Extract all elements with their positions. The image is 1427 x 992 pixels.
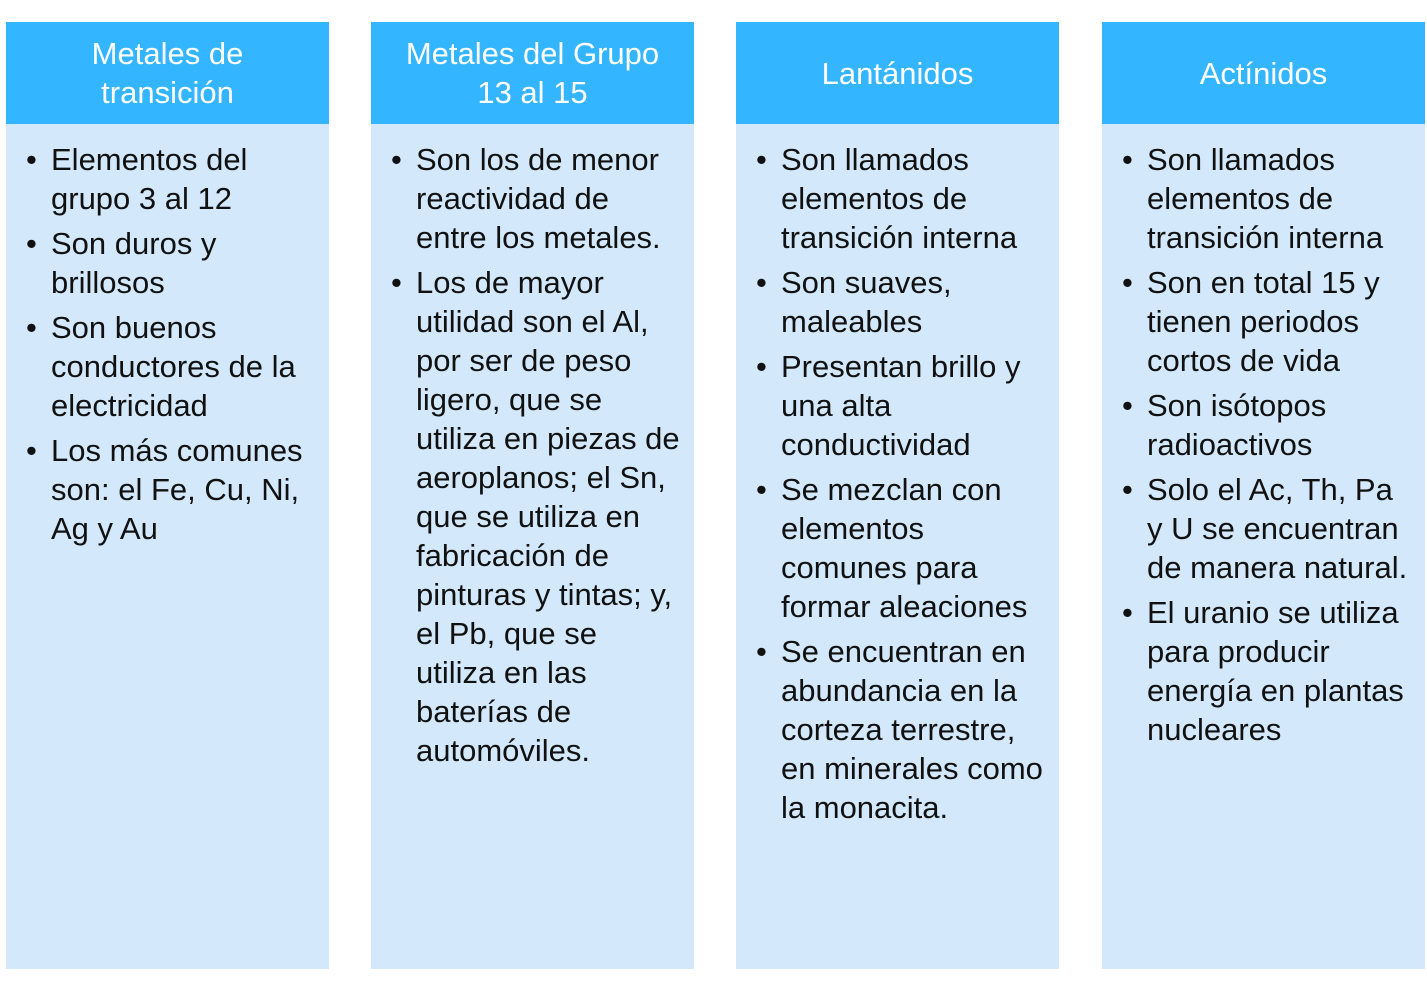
column-header-text: Actínidos bbox=[1199, 55, 1328, 91]
bullet-item: • Se encuentran en abundancia en la corteza terrestre, en minerales como la monacita. bbox=[756, 632, 1049, 827]
column-header bbox=[736, 22, 1059, 124]
bullet-item: • Son suaves, maleables bbox=[756, 263, 1049, 341]
column-header bbox=[6, 22, 329, 124]
bullet-item: • Son los de menor reactividad de entre los metales. bbox=[391, 140, 684, 257]
column-metales-de-transicion bbox=[6, 22, 329, 969]
bullet-item: • Son en total 15 y tienen periodos cortos de vida bbox=[1122, 263, 1415, 380]
column-header-text: Metales de transición bbox=[91, 36, 244, 110]
bullet-item: • Se mezclan con elementos comunes para formar aleaciones bbox=[756, 470, 1049, 626]
bullet-item: • Los más comunes son: el Fe, Cu, Ni, Ag y Au bbox=[26, 431, 319, 548]
bullet-item: • Presentan brillo y una alta conductividad bbox=[756, 347, 1049, 464]
column-header-text: Metales del Grupo 13 al 15 bbox=[405, 36, 660, 110]
bullet-list bbox=[736, 124, 1059, 827]
bullet-list bbox=[1102, 124, 1425, 749]
column-header bbox=[371, 22, 694, 124]
column-metales-grupo-13-15 bbox=[371, 22, 694, 969]
bullet-item: • Solo el Ac, Th, Pa y U se encuentran de manera natural. bbox=[1122, 470, 1415, 587]
bullet-item: • Son llamados elementos de transición interna bbox=[756, 140, 1049, 257]
column-header-text: Lantánidos bbox=[821, 55, 974, 91]
bullet-list bbox=[6, 124, 329, 548]
column-header bbox=[1102, 22, 1425, 124]
bullet-item: • Son duros y brillosos bbox=[26, 224, 319, 302]
bullet-item: • Los de mayor utilidad son el Al, por ser de peso ligero, que se utiliza en piezas de aeroplanos; el Sn, que se utiliza en fabricación de pinturas y tintas; y, el Pb, que se utiliza en las baterías de automóviles. bbox=[391, 263, 684, 770]
bullet-item: • Son llamados elementos de transición interna bbox=[1122, 140, 1415, 257]
column-lantanidos bbox=[736, 22, 1059, 969]
bullet-item: • El uranio se utiliza para producir energía en plantas nucleares bbox=[1122, 593, 1415, 749]
bullet-item: • Elementos del grupo 3 al 12 bbox=[26, 140, 319, 218]
bullet-list bbox=[371, 124, 694, 770]
column-actinidos bbox=[1102, 22, 1425, 969]
bullet-item: • Son isótopos radioactivos bbox=[1122, 386, 1415, 464]
bullet-item: • Son buenos conductores de la electricidad bbox=[26, 308, 319, 425]
